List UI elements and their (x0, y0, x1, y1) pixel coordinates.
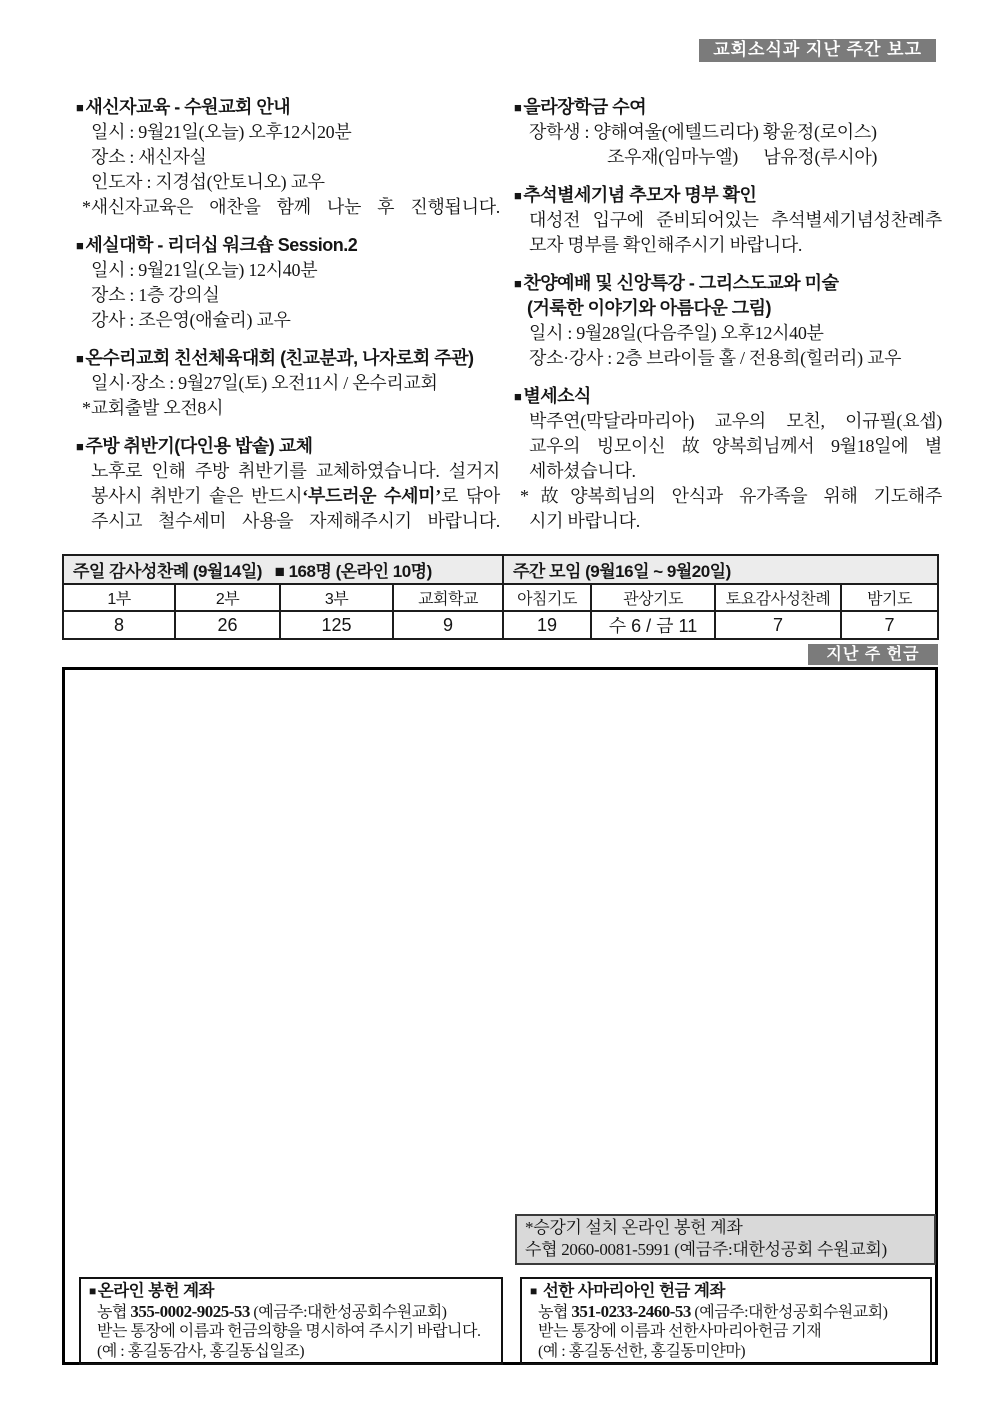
col-header: 1부 (63, 584, 175, 611)
elevator-account-box (515, 1214, 936, 1265)
col-header: 교회학교 (393, 584, 503, 611)
section-line: 교우의 빙모이신 故양복희님께서 9월18일에 별 (529, 436, 942, 456)
section-line: 모자 명부를 확인해주시기 바랍니다. (529, 235, 803, 255)
cell-value: 8 (63, 611, 175, 639)
bullet-icon: ■ (76, 351, 84, 366)
table-column-row (63, 584, 938, 611)
section-title: ■ 추석별세기념 추모자 명부 확인 (514, 185, 757, 205)
section-title: ■ 별세소식 (514, 386, 591, 406)
account-number-line: 농협 355-0002-9025-53 (예금주:대한성공회수원교회) (97, 1301, 447, 1321)
section-title: ■ 주방 취반기(다인용 밥솥) 교체 (76, 436, 313, 456)
report-badge: 교회소식과 지난 주간 보고 (699, 39, 936, 62)
elevator-account-number: 수협 2060-0081-5991 (예금주:대한성공회 수원교회) (525, 1240, 887, 1259)
cell-value: 7 (715, 611, 841, 639)
bullet-icon: ■ (76, 439, 84, 454)
bullet-icon: ■ (76, 100, 84, 115)
section-newcomer-class (76, 95, 500, 220)
left-column (76, 95, 500, 547)
section-title: ■ 찬양예배 및 신앙특강 - 그리스도교와 미술 (514, 273, 839, 293)
bullet-icon: ■ (76, 238, 84, 253)
section-line: 장소 : 1층 강의실 (91, 285, 220, 305)
table-value-row (63, 611, 938, 639)
section-line: 인도자 : 지경섭(안토니오) 교우 (91, 172, 325, 192)
bullet-icon: ■ (514, 188, 522, 203)
section-title: ■ 새신자교육 - 수원교회 안내 (76, 97, 291, 117)
elevator-account-title: *승강기 설치 온라인 봉헌 계좌 (525, 1218, 743, 1237)
col-header: 토요감사성찬례 (715, 584, 841, 611)
header-sunday-eucharist: 주일 감사성찬례 (9월14일) ■ 168명 (온라인 10명) (63, 555, 503, 584)
col-header: 2부 (175, 584, 280, 611)
section-line: 노후로 인해 주방 취반기를 교체하였습니다. 설거지 (91, 461, 500, 481)
emphasis-text: ‘부드러운 수세미’ (302, 486, 441, 506)
account-instruction: 받는 통장에 이름과 헌금의향을 명시하여 주시기 바랍니다. (97, 1323, 481, 1340)
bullet-icon: ■ (514, 100, 522, 115)
section-title: ■ 온수리교회 친선체육대회 (친교분과, 나자로회 주관) (76, 348, 474, 368)
section-line: 주시고 철수세미 사용을 자제해주시기 바랍니다. (91, 511, 500, 531)
section-title: ■ 세실대학 - 리더십 워크숍 Session.2 (76, 235, 358, 255)
section-memorial-list (514, 183, 942, 258)
section-line: 박주연(막달라마리아) 교우의 모친, 이규필(요셉) (529, 411, 942, 431)
section-title: ■ 을라장학금 수여 (514, 97, 647, 117)
section-line: 일시·장소 : 9월27일(토) 오전11시 / 온수리교회 (91, 373, 438, 393)
bullet-icon: ■ (89, 1284, 96, 1298)
section-note: 시기 바랍니다. (529, 511, 640, 531)
section-line: 장소 : 새신자실 (91, 147, 207, 167)
section-line: 일시 : 9월21일(오늘) 12시40분 (91, 260, 318, 280)
account-title: ■ 선한 사마리아인 헌금 계좌 (530, 1282, 725, 1300)
table-header-row (63, 555, 938, 584)
section-cecil-college (76, 233, 500, 333)
bullet-icon: ■ (514, 276, 522, 291)
section-rice-cooker (76, 434, 500, 534)
section-note: *故양복희님의 안식과 유가족을 위해 기도해주 (520, 486, 942, 506)
section-note: *교회출발 오전8시 (82, 398, 224, 418)
offering-badge: 지난 주 헌금 (808, 644, 938, 665)
account-example: (예 : 홍길동선한, 홍길동미얀마) (538, 1342, 746, 1360)
col-header: 밤기도 (841, 584, 938, 611)
account-number: 355-0002-9025-53 (130, 1301, 250, 1321)
header-weekly-meetings: 주간 모임 (9월16일 ~ 9월20일) (503, 555, 938, 584)
cell-value: 125 (280, 611, 393, 639)
account-instruction: 받는 통장에 이름과 선한사마리아헌금 기재 (538, 1323, 822, 1340)
online-account-box (79, 1277, 503, 1365)
section-line: 세하셨습니다. (529, 461, 636, 481)
col-header: 3부 (280, 584, 393, 611)
offering-report-box (62, 667, 938, 1365)
cell-value: 26 (175, 611, 280, 639)
cell-value: 수 6 / 금 11 (591, 611, 715, 639)
col-header: 아침기도 (503, 584, 591, 611)
attendance-table (62, 554, 939, 640)
section-obituary (514, 384, 942, 534)
section-line: 장학생 : 양해여울(에텔드리다) 황윤정(로이스) (529, 122, 877, 142)
cell-value: 19 (503, 611, 591, 639)
samaritan-account-box (520, 1277, 932, 1365)
section-praise-lecture (514, 271, 942, 371)
bullet-icon: ■ (530, 1284, 537, 1298)
cell-value: 9 (393, 611, 503, 639)
section-line: 일시 : 9월28일(다음주일) 오후12시40분 (529, 323, 824, 343)
section-line: 강사 : 조은영(애슐리) 교우 (91, 310, 291, 330)
section-subtitle: (거룩한 이야기와 아름다운 그림) (527, 298, 772, 318)
section-line: 일시 : 9월21일(오늘) 오후12시20분 (91, 122, 352, 142)
account-title: ■ 온라인 봉헌 계좌 (89, 1282, 214, 1300)
section-line: 대성전 입구에 준비되어있는 추석별세기념성찬례추 (529, 210, 942, 230)
section-line: 조우재(임마누엘) 남유정(루시아) (607, 147, 878, 167)
section-line: 봉사시 취반기 솥은 반드시‘부드러운 수세미’로 닦아 (91, 486, 500, 506)
col-header: 관상기도 (591, 584, 715, 611)
bullet-icon: ■ (514, 389, 522, 404)
account-example: (예 : 홍길동감사, 홍길동십일조) (97, 1342, 305, 1360)
section-scholarship (514, 95, 942, 170)
right-column (514, 95, 942, 547)
account-number: 351-0233-2460-53 (571, 1301, 691, 1321)
section-sports-day (76, 346, 500, 421)
section-note: *새신자교육은 애찬을 함께 나눈 후 진행됩니다. (82, 197, 500, 217)
account-number-line: 농협 351-0233-2460-53 (예금주:대한성공회수원교회) (538, 1301, 888, 1321)
section-line: 장소·강사 : 2층 브라이들 홀 / 전용희(힐러리) 교우 (529, 348, 902, 368)
cell-value: 7 (841, 611, 938, 639)
